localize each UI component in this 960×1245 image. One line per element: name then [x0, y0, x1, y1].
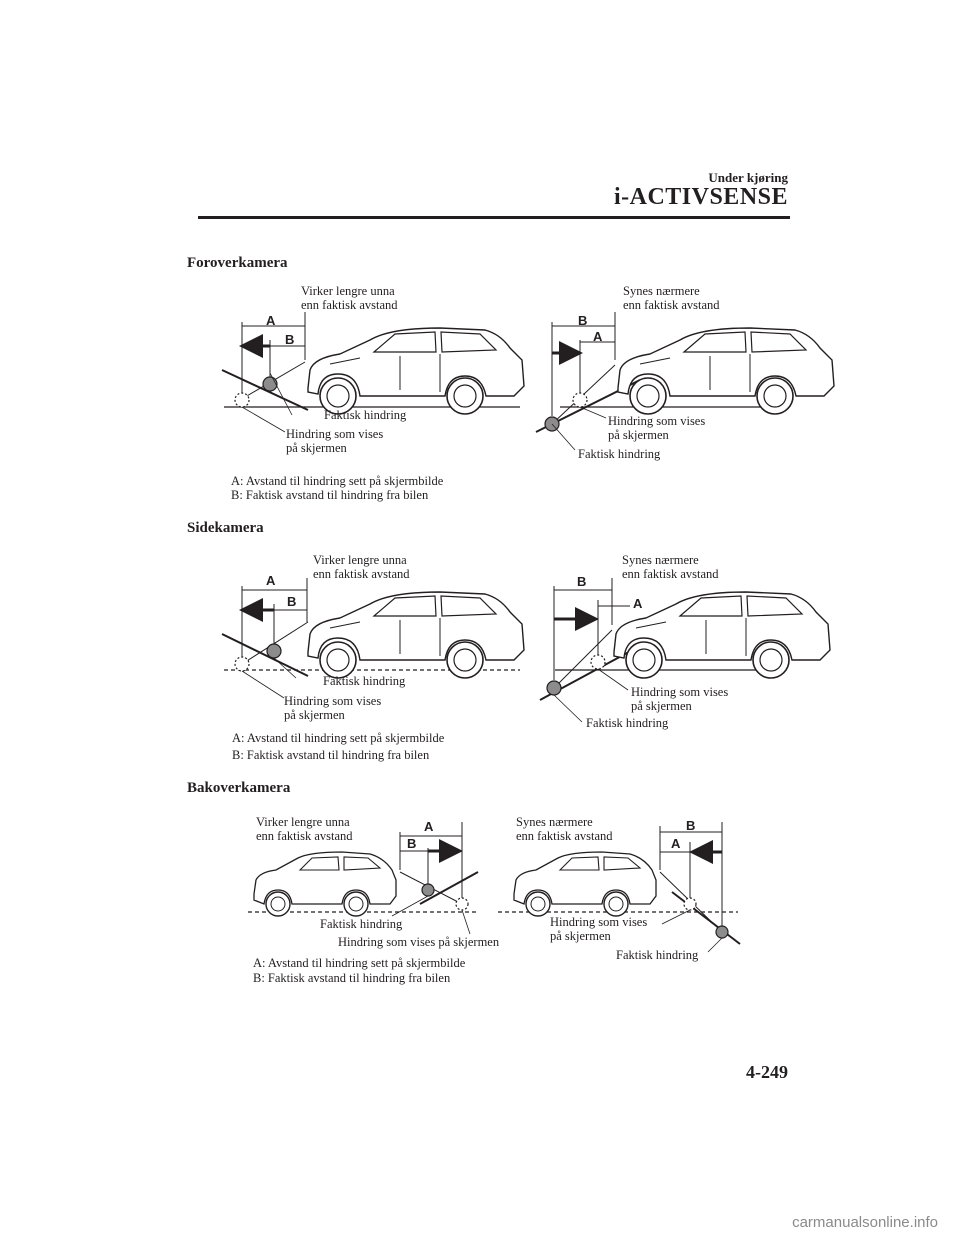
rear-right-actual-label: Faktisk hindring — [616, 948, 699, 962]
side-legend-b: B: Faktisk avstand til hindring fra bilen — [232, 748, 430, 762]
front-left-actual-label: Faktisk hindring — [324, 408, 407, 422]
rear-left-shown-label: Hindring som vises på skjermen — [338, 935, 500, 949]
side-left-letter-b: B — [287, 594, 297, 609]
front-left-shown-label: Hindring som vises på skjermen — [286, 427, 384, 455]
front-legend-a: A: Avstand til hindring sett på skjermbilde — [231, 474, 444, 488]
side-right-letter-b: B — [577, 574, 587, 589]
section-title-front: Foroverkamera — [187, 255, 288, 271]
front-right-top-label: Synes nærmere enn faktisk avstand — [623, 284, 720, 312]
front-left-letter-b: B — [285, 332, 295, 347]
rear-left-letter-a: A — [424, 819, 434, 834]
watermark: carmanualsonline.info — [792, 1214, 938, 1231]
rear-legend-a: A: Avstand til hindring sett på skjermbilde — [253, 956, 466, 970]
side-right-top-label: Synes nærmere enn faktisk avstand — [622, 553, 719, 581]
rear-right-letter-a: A — [671, 836, 681, 851]
front-right-letter-b: B — [578, 313, 588, 328]
front-right-shown-label: Hindring som vises på skjermen — [608, 414, 706, 442]
front-right-letter-a: A — [593, 329, 603, 344]
rear-legend-b: B: Faktisk avstand til hindring fra bilen — [253, 971, 451, 985]
side-right-letter-a: A — [633, 596, 643, 611]
front-legend-b: B: Faktisk avstand til hindring fra bilen — [231, 488, 429, 502]
side-left-letter-a: A — [266, 573, 276, 588]
front-left-top-label: Virker lengre unna enn faktisk avstand — [301, 284, 398, 312]
front-left-letter-a: A — [266, 313, 276, 328]
page-title: i-ACTIVSENSE — [613, 184, 788, 210]
rear-right-shown-label: Hindring som vises på skjermen — [550, 915, 648, 943]
side-right-shown-label: Hindring som vises på skjermen — [631, 685, 729, 713]
rear-left-actual-label: Faktisk hindring — [320, 917, 403, 931]
side-left-actual-label: Faktisk hindring — [323, 674, 406, 688]
page-number: 4-249 — [746, 1062, 788, 1082]
rear-right-letter-b: B — [686, 818, 696, 833]
rear-right-top-label: Synes nærmere enn faktisk avstand — [516, 815, 613, 843]
section-title-side: Sidekamera — [187, 520, 264, 536]
rear-left-top-label: Virker lengre unna enn faktisk avstand — [256, 815, 353, 843]
side-left-shown-label: Hindring som vises på skjermen — [284, 694, 382, 722]
rear-left-letter-b: B — [407, 836, 417, 851]
side-right-actual-label: Faktisk hindring — [586, 716, 669, 730]
header-section: Under kjøring — [708, 170, 788, 185]
side-legend-a: A: Avstand til hindring sett på skjermbilde — [232, 731, 445, 745]
section-title-rear: Bakoverkamera — [187, 780, 291, 796]
front-right-actual-label: Faktisk hindring — [578, 447, 661, 461]
side-left-top-label: Virker lengre unna enn faktisk avstand — [313, 553, 410, 581]
